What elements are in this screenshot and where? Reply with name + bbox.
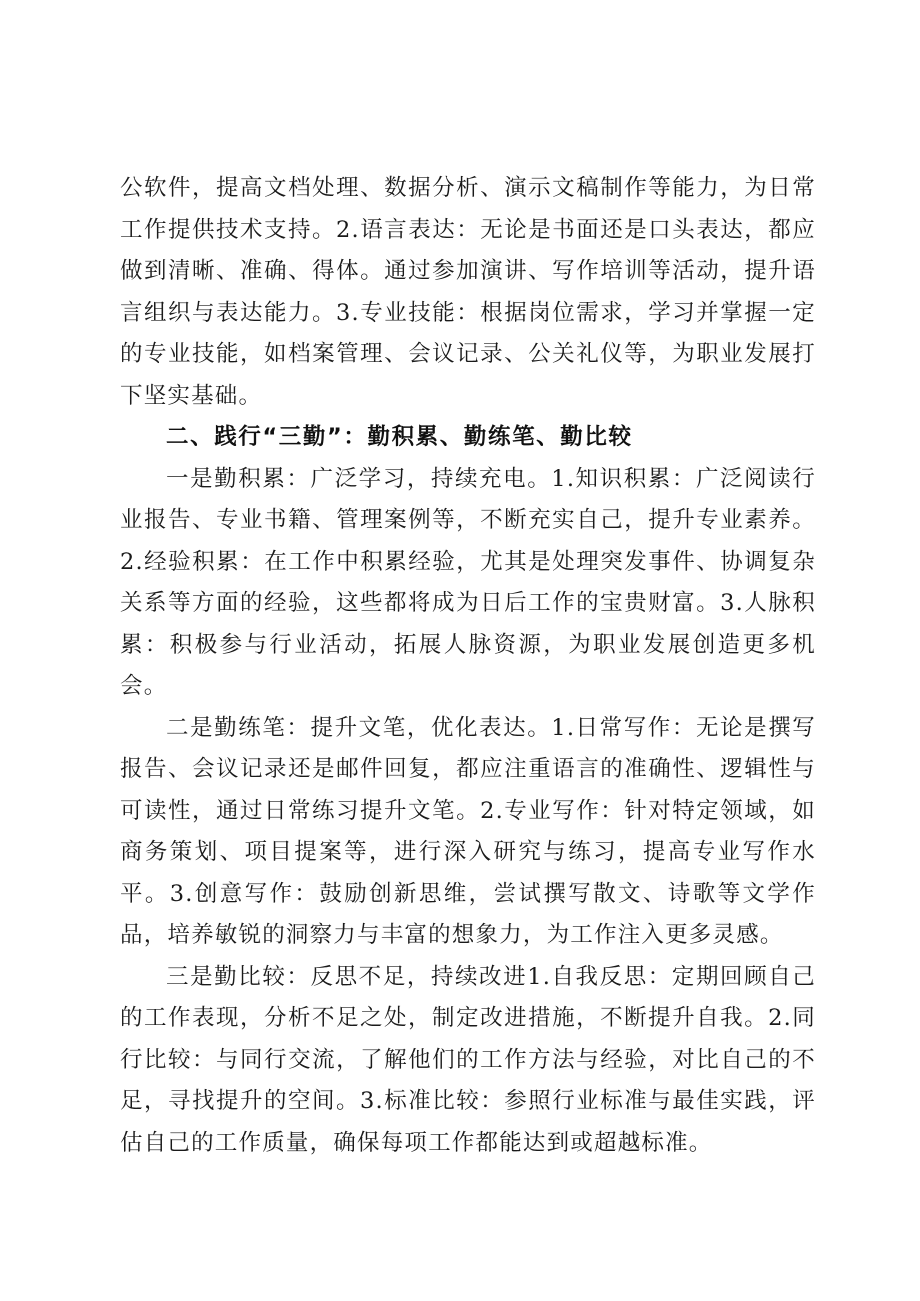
section-heading: 二、践行“三勤”：勤积累、勤练笔、勤比较 bbox=[166, 424, 633, 450]
intro-paragraph: 公软件，提高文档处理、数据分析、演示文稿制作等能力，为日常工作提供技术支持。2.语言表达：无论是书面还是口头表达，都应做到清晰、准确、得体。通过参加演讲、写作培训等活动，提升语言组织与表达能力。3.专业技能：根据岗位需求，学习并掌握一定的专业技能，如档案管理、会议记录、公关礼仪等，为职业发展打下坚实基础。 bbox=[120, 175, 816, 409]
document-body bbox=[120, 168, 816, 1164]
paragraph-writing-practice: 二是勤练笔：提升文笔，优化表达。1.日常写作：无论是撰写报告、会议记录还是邮件回复，都应注重语言的准确性、逻辑性与可读性，通过日常练习提升文笔。2.专业写作：针对特定领域，如商务策划、项目提案等，进行深入研究与练习，提高专业写作水平。3.创意写作：鼓励创新思维，尝试撰写散文、诗歌等文学作品，培养敏锐的洞察力与丰富的想象力，为工作注入更多灵感。 bbox=[120, 714, 816, 948]
paragraph-accumulate: 一是勤积累：广泛学习，持续充电。1.知识积累：广泛阅读行业报告、专业书籍、管理案例等，不断充实自己，提升专业素养。2.经验积累：在工作中积累经验，尤其是处理突发事件、协调复杂关系等方面的经验，这些都将成为日后工作的宝贵财富。3.人脉积累：积极参与行业活动，拓展人脉资源，为职业发展创造更多机会。 bbox=[120, 465, 816, 699]
paragraph-comparison: 三是勤比较：反思不足，持续改进1.自我反思：定期回顾自己的工作表现，分析不足之处，制定改进措施，不断提升自我。2.同行比较：与同行交流，了解他们的工作方法与经验，对比自己的不足，寻找提升的空间。3.标准比较：参照行业标准与最佳实践，评估自己的工作质量，确保每项工作都能达到或超越标准。 bbox=[120, 963, 816, 1156]
